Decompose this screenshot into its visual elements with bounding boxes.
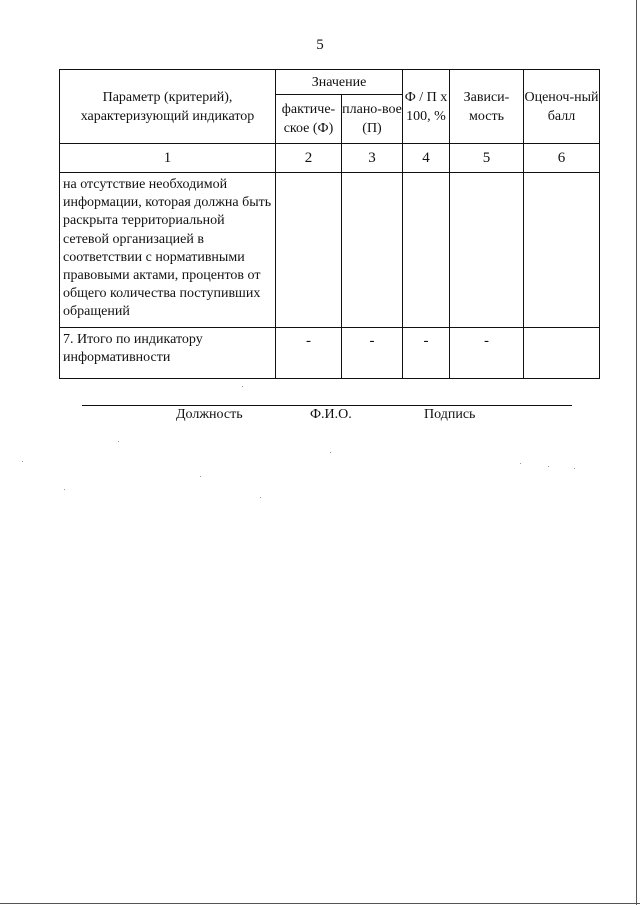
column-number-row xyxy=(60,144,600,173)
total-dependency-value: - xyxy=(450,328,524,379)
column-number: 6 xyxy=(524,144,600,173)
header-planned: плано-вое (П) xyxy=(342,95,403,144)
column-number: 2 xyxy=(276,144,342,173)
header-value-group: Значение xyxy=(276,70,403,95)
scan-speck xyxy=(242,386,243,387)
row-ratio-value xyxy=(403,173,450,328)
page-number: 5 xyxy=(316,37,324,53)
scan-speck xyxy=(548,466,549,467)
header-actual: фактиче-ское (Ф) xyxy=(276,95,342,144)
total-param-text: 7. Итого по индикатору информативности xyxy=(60,328,276,379)
total-score-value xyxy=(524,328,600,379)
signature-line xyxy=(82,405,572,406)
name-label: Ф.И.О. xyxy=(310,407,352,422)
total-ratio-value: - xyxy=(403,328,450,379)
header-param: Параметр (критерий), характеризующий индикатор xyxy=(60,70,276,144)
scan-speck xyxy=(22,461,23,462)
scan-speck xyxy=(574,468,575,469)
column-number: 4 xyxy=(403,144,450,173)
table-row-total xyxy=(60,328,600,379)
header-ratio: Ф / П х 100, % xyxy=(403,70,450,144)
scan-edge-bottom xyxy=(0,903,640,904)
scan-speck xyxy=(330,452,331,453)
scan-speck xyxy=(118,441,119,442)
header-row-main xyxy=(60,70,600,95)
column-number: 5 xyxy=(450,144,524,173)
header-dependency: Зависи-мость xyxy=(450,70,524,144)
total-planned-value: - xyxy=(342,328,403,379)
table-row xyxy=(60,173,600,328)
column-number: 1 xyxy=(60,144,276,173)
scan-speck xyxy=(64,489,65,490)
row-planned-value xyxy=(342,173,403,328)
header-score: Оценоч-ный балл xyxy=(524,70,600,144)
row-param-text: на отсутствие необходимой информации, которая должна быть раскрыта территориальной сетевой организацией в соответствии с нормативными правовыми актами, процентов от общего количества поступивших обращений xyxy=(60,173,276,328)
scan-speck xyxy=(200,476,201,477)
scan-edge-right xyxy=(636,0,637,905)
row-dependency-value xyxy=(450,173,524,328)
signature-label: Подпись xyxy=(424,407,476,422)
row-actual-value xyxy=(276,173,342,328)
row-score-value xyxy=(524,173,600,328)
position-label: Должность xyxy=(176,407,243,422)
scan-speck xyxy=(520,463,521,464)
indicator-table xyxy=(59,69,600,379)
column-number: 3 xyxy=(342,144,403,173)
total-actual-value: - xyxy=(276,328,342,379)
scan-speck xyxy=(260,497,261,498)
